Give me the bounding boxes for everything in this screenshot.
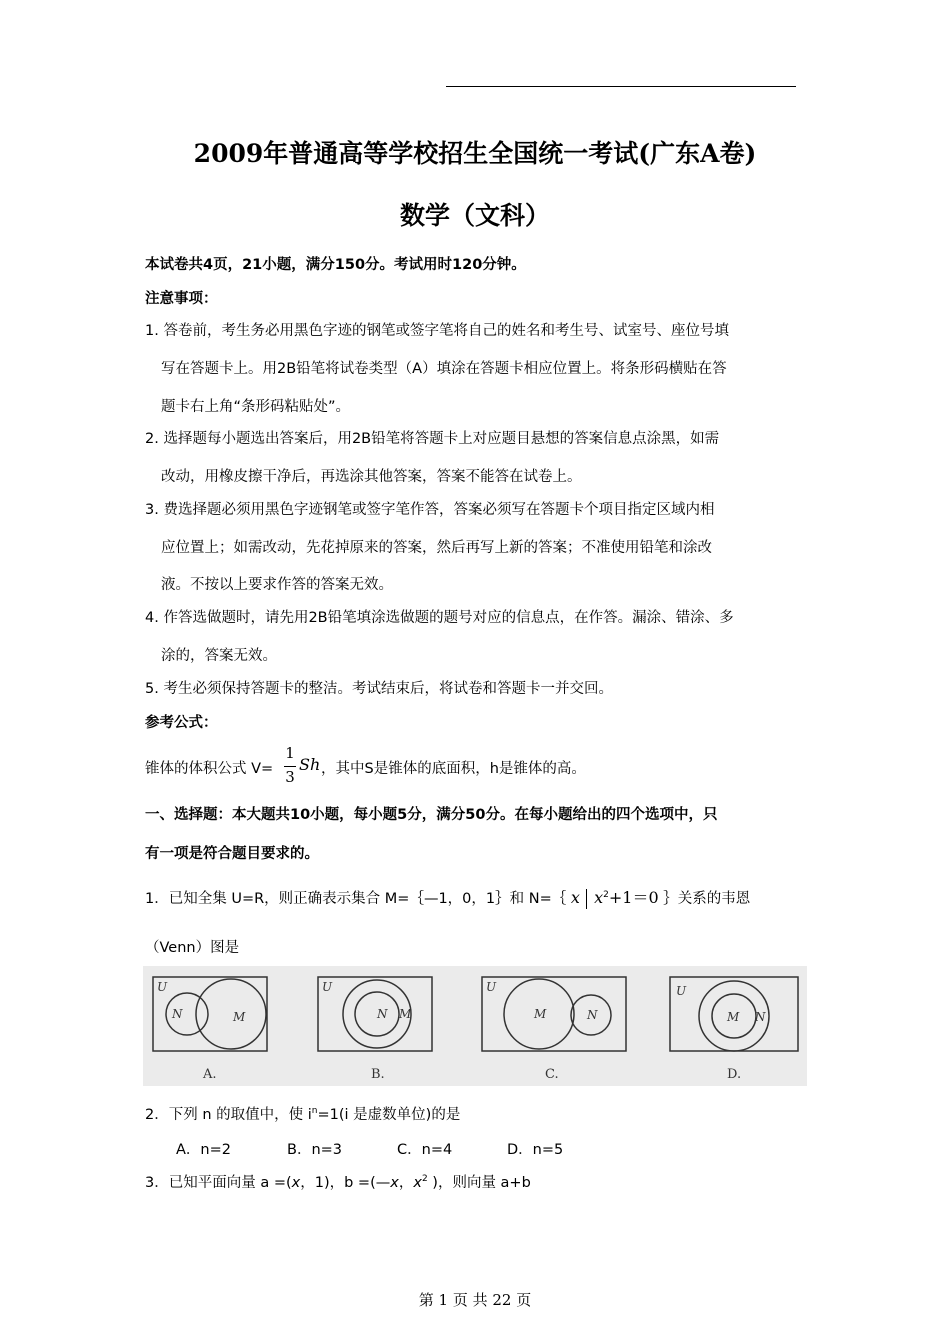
venn-c-label-n: N [587, 1008, 598, 1022]
fraction-bar [284, 766, 296, 767]
set-expression-base: x [594, 888, 604, 907]
venn-a-label-n: N [172, 1007, 183, 1021]
header-rule [446, 86, 796, 87]
venn-c-label-m: M [534, 1007, 547, 1021]
notice-3-line-1: 3. 费选择题必须用黑色字迹钢笔或签字笔作答，答案必须写在答题卡个项目指定区域内相 [145, 502, 715, 518]
venn-d-label-m: M [727, 1010, 740, 1024]
set-expression-exponent: 2 [603, 890, 609, 901]
page-title: 2009年普通高等学校招生全国统一考试(广东A卷) [193, 139, 757, 168]
venn-a-label-u: U [157, 980, 168, 994]
question-3-text-d: )，则向量 a+b [427, 1175, 531, 1191]
venn-b-universe-box [318, 977, 432, 1051]
formula-expression: Sh [299, 755, 321, 774]
venn-option-c-label: C. [545, 1067, 559, 1082]
question-2-option-c: C．n=4 [397, 1142, 453, 1158]
notice-2-line-2: 改动，用橡皮擦干净后，再选涂其他答案，答案不能答在试卷上。 [161, 469, 582, 485]
notice-1-line-2: 写在答题卡上。用2B铅笔将试卷类型（A）填涂在答题卡相应位置上。将条形码横贴在答 [161, 361, 727, 377]
notice-3-line-2: 应位置上；如需改动，先花掉原来的答案，然后再写上新的答案；不准使用铅笔和涂改 [161, 540, 712, 556]
venn-a-label-m: M [233, 1010, 246, 1024]
venn-diagram-figure [143, 966, 807, 1086]
venn-a-circle-m [196, 979, 266, 1049]
question-2-stem [145, 1103, 460, 1124]
section-1-line-1: 一、选择题：本大题共10小题，每小题5分，满分50分。在每小题给出的四个选项中，只 [145, 807, 718, 823]
notice-4-line-2: 涂的，答案无效。 [161, 648, 277, 664]
venn-b-label-u: U [322, 980, 333, 994]
notice-5-line-1: 5. 考生必须保持答题卡的整洁。考试结束后，将试卷和答题卡一并交回。 [145, 681, 613, 697]
page-subtitle: 数学（文科） [399, 201, 550, 230]
question-3-stem [145, 1171, 531, 1192]
venn-d-label-u: U [676, 984, 687, 998]
section-1-line-2: 有一项是符合题目要求的。 [145, 846, 319, 862]
question-2-exponent: n [311, 1106, 318, 1117]
venn-option-d-label: D. [727, 1067, 742, 1082]
set-expression-rest: +1＝0 [608, 888, 659, 907]
venn-d-label-n: N [755, 1010, 766, 1024]
question-3-text-b: ，1)，b =(— [300, 1175, 391, 1191]
venn-option-b-label: B. [371, 1067, 385, 1082]
venn-c-label-u: U [486, 980, 497, 994]
formula-prefix: 锥体的体积公式 V= [145, 761, 274, 777]
notice-4-line-1: 4. 作答选做题时，请先用2B铅笔填涂选做题的题号对应的信息点，在作答。漏涂、错涂、多 [145, 610, 734, 626]
fraction-denominator: 3 [285, 768, 295, 786]
notice-3-line-3: 液。不按以上要求作答的答案无效。 [161, 577, 393, 593]
question-3-x3: x [413, 1175, 422, 1191]
question-3-text-a: 3．已知平面向量 a =( [145, 1175, 292, 1191]
question-2-option-a: A．n=2 [176, 1142, 231, 1158]
venn-option-a-label: A. [203, 1067, 217, 1082]
question-2-text-a: 2．下列 n 的取值中，使 i [145, 1107, 312, 1123]
fraction-numerator: 1 [285, 744, 295, 762]
question-2-option-b: B．n=3 [287, 1142, 343, 1158]
question-1-text-a: 1．已知全集 U=R，则正确表示集合 M=｛—1，0，1｝和 N=｛ [145, 891, 567, 907]
notice-heading: 注意事项： [145, 291, 218, 307]
notice-1-line-3: 题卡右上角“条形码粘贴处”。 [161, 399, 351, 415]
formula-heading: 参考公式： [145, 715, 218, 731]
question-1-stem [145, 885, 750, 909]
question-1-text-b: ｝关系的韦恩 [663, 891, 751, 907]
venn-diagram-options [143, 966, 807, 1086]
notice-2-line-1: 2. 选择题每小题选出答案后，用2B铅笔将答题卡上对应题目悬想的答案信息点涂黑，如需 [145, 431, 720, 447]
page-footer: 第 1 页 共 22 页 [418, 1291, 532, 1309]
set-variable: x [570, 888, 580, 907]
question-2-text-b: =1(i 是虚数单位)的是 [317, 1107, 461, 1123]
venn-b-label-n: N [377, 1007, 388, 1021]
set-bar [586, 889, 587, 909]
formula-suffix: ，其中S是锥体的底面积，h是锥体的高。 [321, 761, 586, 777]
question-3-x2: x [390, 1175, 399, 1191]
question-3-text-c: ， [398, 1175, 414, 1191]
question-3-exponent: 2 [421, 1174, 428, 1185]
venn-a-universe-box [153, 977, 267, 1051]
notice-1-line-1: 1. 答卷前，考生务必用黑色字迹的钢笔或签字笔将自己的姓名和考生号、试室号、座位号填 [145, 323, 729, 339]
question-3-x1: x [291, 1175, 301, 1191]
question-2-option-d: D．n=5 [507, 1142, 564, 1158]
question-1-line-2: （Venn）图是 [145, 940, 240, 956]
venn-b-label-m: M [399, 1007, 412, 1021]
intro-text: 本试卷共4页，21小题，满分150分。考试用时120分钟。 [145, 257, 526, 273]
